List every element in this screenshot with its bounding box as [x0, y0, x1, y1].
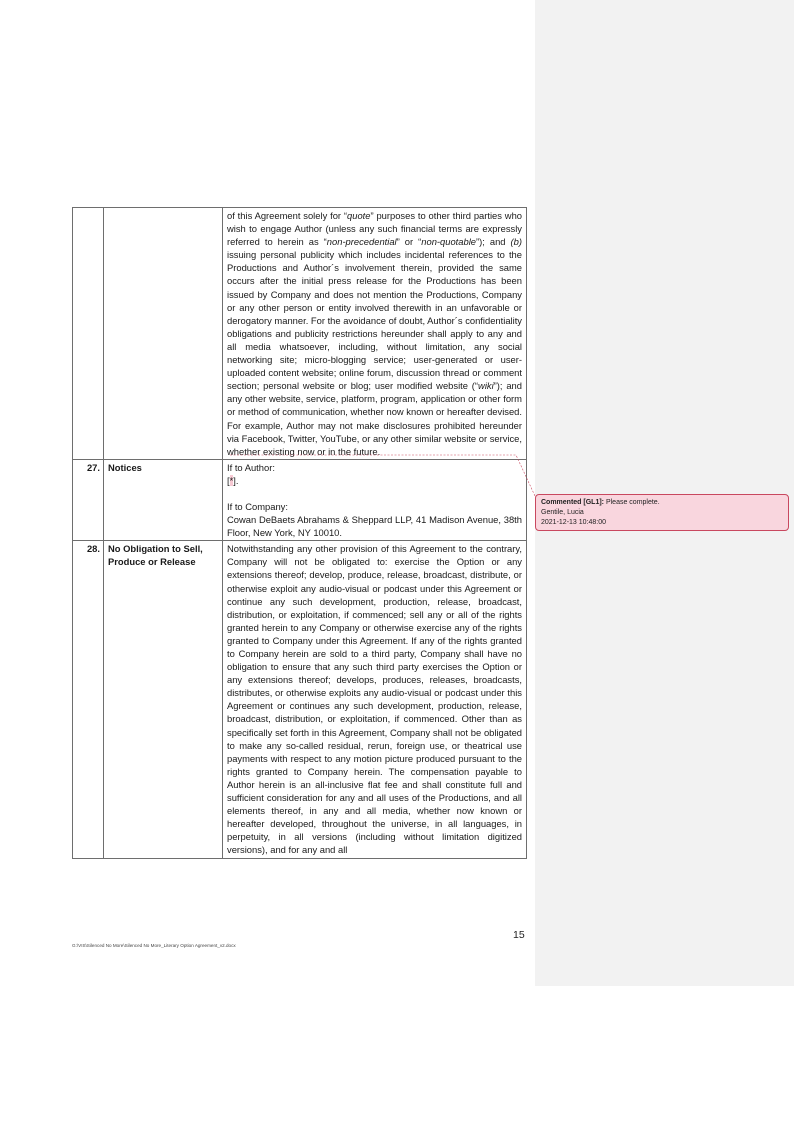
author-notice-label: If to Author:: [227, 461, 275, 473]
section-heading: Notices: [104, 459, 223, 540]
blank-line: [227, 487, 522, 500]
section-number: 27.: [73, 459, 104, 540]
table-row: [73, 459, 527, 540]
italic-term: wiki: [478, 380, 494, 392]
text-run: ” purposes to other third parties who wish to engage Author (unless any such financial terms are expressly referred to herein as “: [227, 210, 523, 248]
section-26-continued-text: [227, 209, 522, 458]
comment-header: [541, 498, 783, 508]
section-body-cell: [223, 459, 527, 540]
italic-term: non-quotable: [421, 236, 477, 248]
text-run: ” or “: [396, 236, 422, 248]
section-heading-cell: [104, 208, 223, 460]
section-body-cell: [223, 541, 527, 858]
comment-balloon[interactable]: [535, 494, 789, 531]
comment-author: Gentile, Lucia: [541, 509, 584, 516]
text-run: of this Agreement solely for “: [227, 210, 348, 221]
italic-term: non-precedential: [326, 236, 397, 248]
table-row: [73, 208, 527, 460]
section-28-text: Notwithstanding any other provision of this Agreement to the contrary, Company will not be obligated to: exercise the Option or any extensions thereof; develop, produce, release, broadcast, distribute, or otherwise exploit any audio-visual or podcast under this Agreement or continue any such development, production, release, broadcast, distribution, or exploitation, if commenced; sell any or all of the rights granted herein to any Company or otherwise exercise any of the rights granted to Company under this Agreement. If any of the rights granted to Company herein are sold to a third party, Company shall have no obligation to ensure that any such third party exercises the Option or any extensions thereof; develops, produces, releases, broadcasts, distributes, or otherwise exploits any audio-visual or podcast under this Agreement or continues any such development, production, release, broadcast, distribution, or exploitation, if commenced. Other than as specifically set forth in this Agreement, Company shall not be obligated to make any so-called residual, rerun, foreign use, or theatrical use payments with respect to any motion picture produced pursuant to the rights granted to Company herein. The compensation payable to Author herein is an all-inclusive flat fee and shall constitute full and sufficient consideration for any and all uses of the Productions, and all elements thereof, in any and all media, whether now known or hereafter developed, throughout the universe, in all languages, in perpetuity, in all versions (including without limitation digitized versions), and for any and all: [227, 543, 522, 856]
agreement-table: [72, 207, 527, 859]
author-bracket-open: [: [227, 474, 230, 486]
text-run: issuing personal publicity which includes incidental references to the Productions and Author´s involvement therein, provided the same occurs after the initial press release for the Productions has been issued by Company and does not mention the Productions, Company or any other person or entity involved therewith in an unfavorable or derogatory manner. For the avoidance of doubt, Author´s confidentiality obligations and publicity restrictions hereunder shall apply to any and all media whatsoever, including, without limitation, any social networking site; micro-blogging service; user-generated or user-uploaded content website; online forum, discussion thread or comment section; personal website or blog; user modified website (“: [227, 249, 522, 392]
italic-term: quote: [347, 210, 371, 221]
company-notice-label: If to Company:: [227, 500, 288, 512]
text-run: ”); and: [476, 236, 511, 248]
italic-term: (b): [510, 236, 523, 248]
author-address-placeholder[interactable]: *: [229, 474, 234, 486]
comment-text: Please complete.: [605, 499, 660, 506]
comments-markup-pane: [535, 0, 794, 986]
section-heading: No Obligation to Sell, Produce or Release: [104, 541, 223, 858]
comment-timestamp: 2021-12-13 10:48:00: [541, 519, 606, 526]
section-number: 28.: [73, 541, 104, 858]
author-bracket-close: ].: [233, 474, 239, 486]
section-number-cell: [73, 208, 104, 460]
table-row: [73, 541, 527, 858]
footer-file-path: G:\VIS\Silenced No More\Silenced No More_Literary Option Agreement_v2.docx: [72, 943, 236, 948]
text-run: ”); and any other website, service, platform, program, application or other form or method of communication, whether now known or hereafter devised. For example, Author may not make disclosures prohibited hereunder via Facebook, Twitter, YouTube, or any other similar website or service, whether existing now or in the future.: [227, 380, 522, 457]
company-notice-address: Cowan DeBaets Abrahams & Sheppard LLP, 41 Madison Avenue, 38th Floor, New York, NY 10010.: [227, 514, 522, 539]
section-body-cell: [223, 208, 527, 460]
author-notice-address: [227, 474, 522, 487]
page-number: 15: [513, 929, 525, 941]
comment-label: Commented [GL1]:: [541, 499, 604, 506]
